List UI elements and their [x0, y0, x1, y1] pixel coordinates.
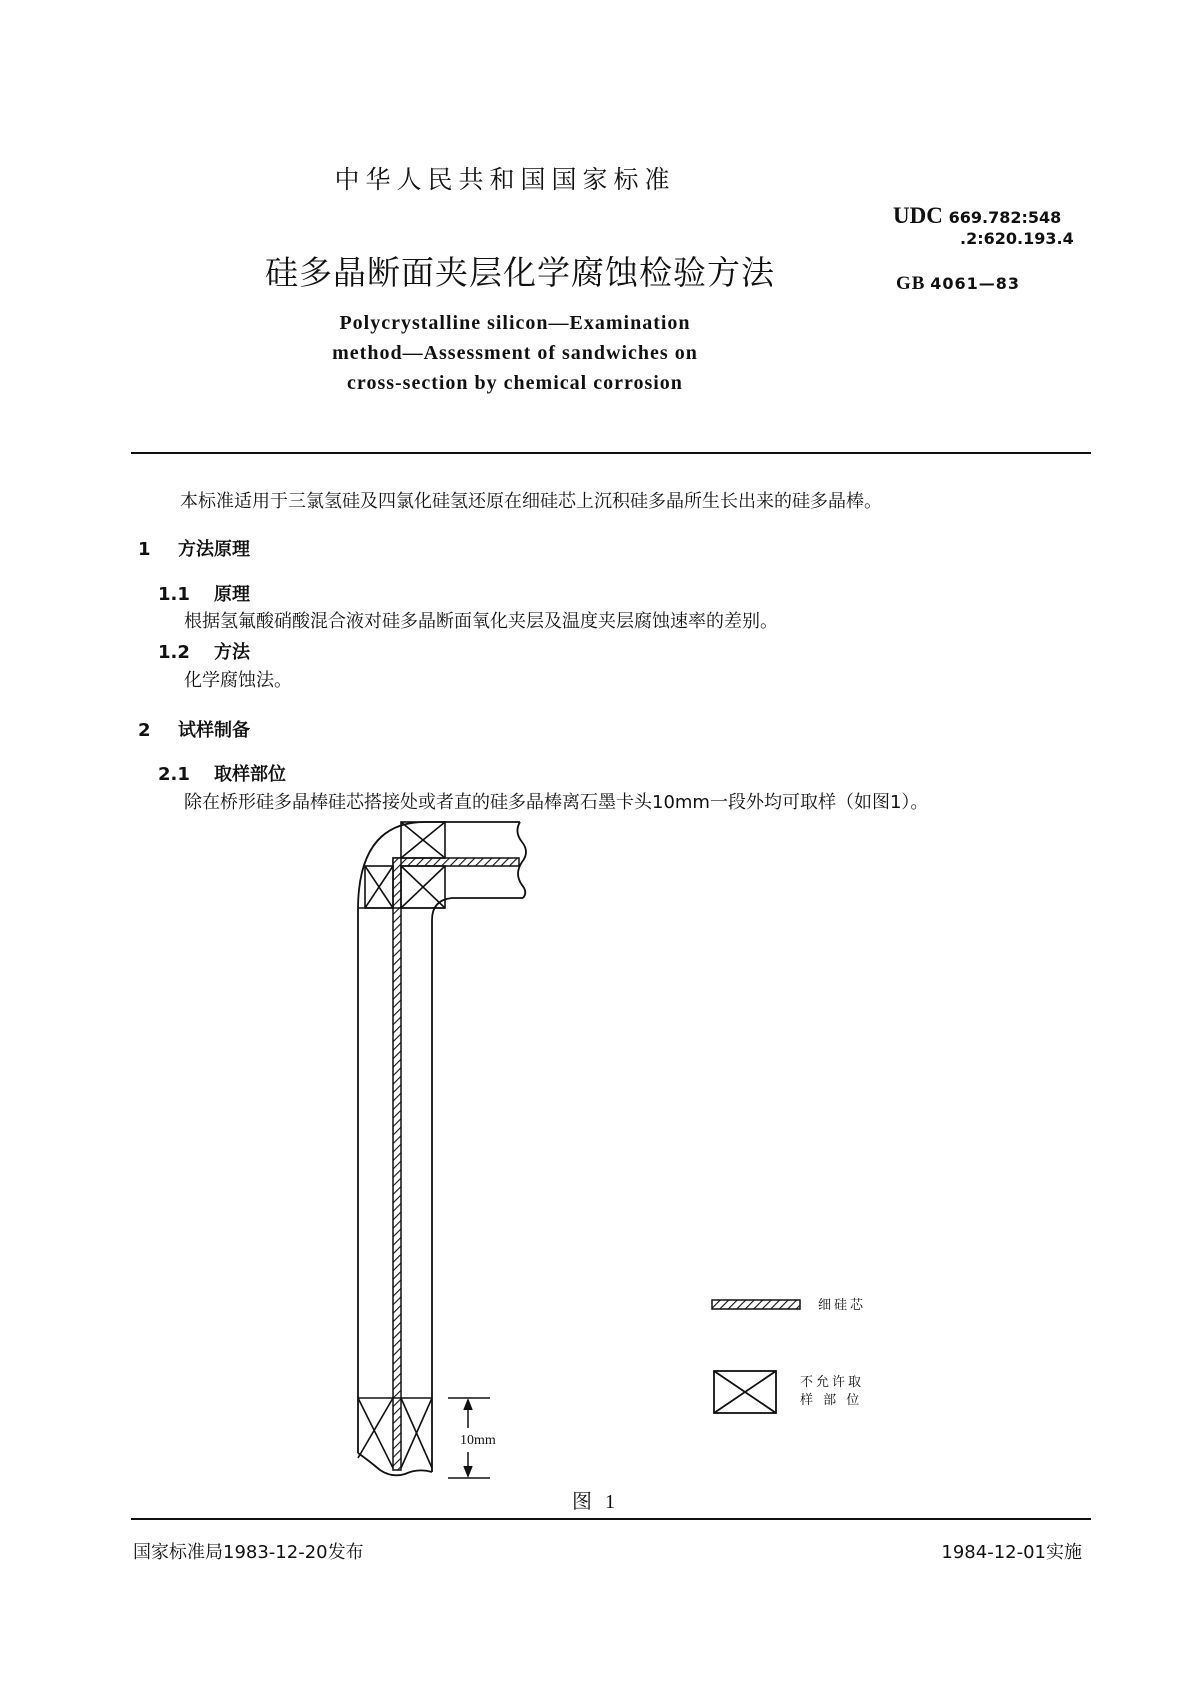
title-en-line2: method—Assessment of sandwiches on	[332, 342, 698, 364]
gb-number: 4061—83	[930, 274, 1020, 293]
silicon-core-vertical	[393, 858, 401, 1470]
udc-number-line2: .2:620.193.4	[960, 229, 1074, 248]
dimension-label: 10mm	[460, 1433, 496, 1448]
section-2-1-body: 除在桥形硅多晶棒硅芯搭接处或者直的硅多晶棒离石墨卡头10mm一段外均可取样（如图1）。	[184, 792, 929, 813]
section-1-title: 方法原理	[178, 539, 250, 560]
section-1-2-body: 化学腐蚀法。	[184, 670, 292, 691]
section-2-1-number: 2.1	[158, 764, 190, 785]
title-en-line3: cross-section by chemical corrosion	[347, 372, 683, 394]
intro-paragraph: 本标准适用于三氯氢硅及四氯化硅氢还原在细硅芯上沉积硅多晶所生长出来的硅多晶棒。	[180, 491, 882, 512]
section-1-1-title: 原理	[214, 584, 250, 605]
legend-core-label: 细硅芯	[818, 1298, 867, 1313]
figure-caption: 图 1	[572, 1491, 619, 1513]
section-1-1-number: 1.1	[158, 584, 190, 605]
effective-date: 1984-12-01实施	[941, 1542, 1082, 1563]
issue-date: 国家标准局1983-12-20发布	[133, 1542, 364, 1563]
section-1-number: 1	[138, 539, 151, 560]
udc-label: UDC	[893, 203, 943, 228]
legend-no-sample-swatch	[714, 1371, 776, 1413]
section-2-number: 2	[138, 720, 151, 741]
title-en-line1: Polycrystalline silicon—Examination	[339, 312, 691, 334]
country-standard-heading: 中华人民共和国国家标准	[334, 165, 676, 194]
gb-label: GB	[896, 273, 926, 294]
legend-no-sample-label-line1: 不允许取	[800, 1375, 865, 1390]
section-1-2-number: 1.2	[158, 642, 190, 663]
section-2-1-title: 取样部位	[214, 764, 286, 785]
section-1-2-title: 方法	[214, 642, 250, 663]
silicon-rod-outline	[358, 822, 526, 1475]
silicon-core-horizontal	[393, 858, 519, 866]
section-1-1-body: 根据氢氟酸硝酸混合液对硅多晶断面氧化夹层及温度夹层腐蚀速率的差别。	[184, 611, 778, 632]
document-title-zh: 硅多晶断面夹层化学腐蚀检验方法	[265, 253, 775, 292]
legend-core-swatch	[712, 1300, 800, 1309]
footer-divider	[131, 1518, 1091, 1520]
udc-number-line1: 669.782:548	[948, 208, 1062, 227]
legend-no-sample-label-line2: 样 部 位	[800, 1393, 863, 1408]
section-2-title: 试样制备	[178, 720, 250, 741]
